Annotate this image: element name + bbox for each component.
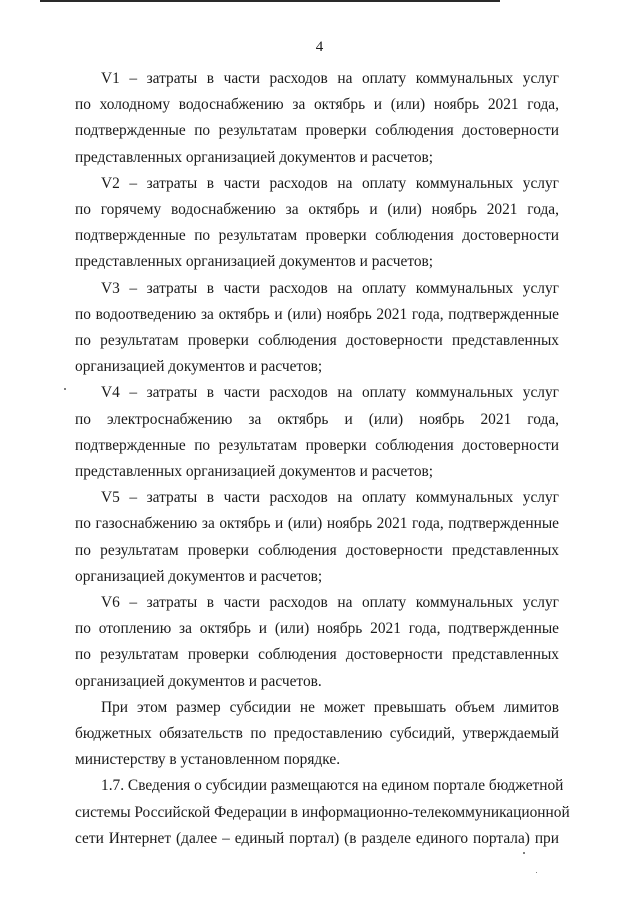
text-line: организацией документов и расчетов; bbox=[75, 358, 323, 376]
paragraph-v3 bbox=[75, 276, 559, 381]
text-line: представленных организацией документов и расчетов; bbox=[75, 253, 434, 271]
scan-speck bbox=[536, 872, 537, 873]
top-border-rule bbox=[40, 0, 500, 2]
text-line: по отоплению за октябрь и (или) ноябрь 2021 года, подтвержденные bbox=[75, 620, 559, 638]
text-line: бюджетных обязательств по предоставлению субсидий, утверждаемый bbox=[75, 725, 559, 743]
text-line: системы Российской Федерации в информационно-телекоммуникационной bbox=[75, 803, 570, 821]
text-line: подтвержденные по результатам проверки соблюдения достоверности bbox=[75, 122, 559, 140]
text-line: по результатам проверки соблюдения достоверности представленных bbox=[75, 332, 559, 350]
text-line: организацией документов и расчетов; bbox=[75, 567, 323, 585]
text-line: представленных организацией документов и расчетов; bbox=[75, 463, 434, 481]
text-line: сети Интернет (далее – единый портал) (в разделе единого портала) при bbox=[75, 829, 559, 847]
text-line: по холодному водоснабжению за октябрь и (или) ноябрь 2021 года, bbox=[75, 96, 559, 114]
text-line: подтвержденные по результатам проверки соблюдения достоверности bbox=[75, 227, 559, 245]
paragraph-clause-1-7 bbox=[75, 773, 570, 852]
text-line: V1 – затраты в части расходов на оплату коммунальных услуг bbox=[101, 70, 559, 87]
text-line: представленных организацией документов и расчетов; bbox=[75, 148, 434, 166]
paragraph-v4 bbox=[75, 380, 559, 485]
text-line: V4 – затраты в части расходов на оплату коммунальных услуг bbox=[101, 384, 559, 402]
paragraph-v6 bbox=[75, 590, 559, 695]
text-line: по водоотведению за октябрь и (или) ноябрь 2021 года, подтвержденные bbox=[75, 305, 559, 323]
paragraph-v5 bbox=[75, 485, 559, 590]
text-line: V2 – затраты в части расходов на оплату коммунальных услуг bbox=[101, 174, 559, 192]
text-line: V5 – затраты в части расходов на оплату коммунальных услуг bbox=[101, 489, 559, 507]
paragraph-subsidy-limit bbox=[75, 695, 559, 774]
paragraph-v1 bbox=[75, 66, 559, 171]
text-line: организацией документов и расчетов. bbox=[75, 672, 322, 690]
text-line: 1.7. Сведения о субсидии размещаются на едином портале бюджетной bbox=[101, 777, 564, 795]
text-line: При этом размер субсидии не может превышать объем лимитов bbox=[101, 698, 559, 716]
text-line: министерству в установленном порядке. bbox=[75, 751, 341, 769]
text-line: подтвержденные по результатам проверки соблюдения достоверности bbox=[75, 436, 559, 454]
text-line: по результатам проверки соблюдения достоверности представленных bbox=[75, 541, 559, 559]
paragraph-v2 bbox=[75, 171, 559, 276]
scan-speck bbox=[523, 852, 525, 854]
text-line: V6 – затраты в части расходов на оплату коммунальных услуг bbox=[101, 594, 559, 612]
text-line: по горячему водоснабжению за октябрь и (или) ноябрь 2021 года, bbox=[75, 201, 559, 219]
scan-speck bbox=[64, 388, 66, 390]
page-number: 4 bbox=[315, 39, 324, 55]
text-line: по электроснабжению за октябрь и (или) ноябрь 2021 года, bbox=[75, 410, 559, 428]
text-line: V3 – затраты в части расходов на оплату коммунальных услуг bbox=[101, 279, 559, 297]
document-body bbox=[75, 66, 570, 852]
text-line: по результатам проверки соблюдения достоверности представленных bbox=[75, 646, 559, 664]
text-line: по газоснабжению за октябрь и (или) ноябрь 2021 года, подтвержденные bbox=[75, 515, 559, 533]
